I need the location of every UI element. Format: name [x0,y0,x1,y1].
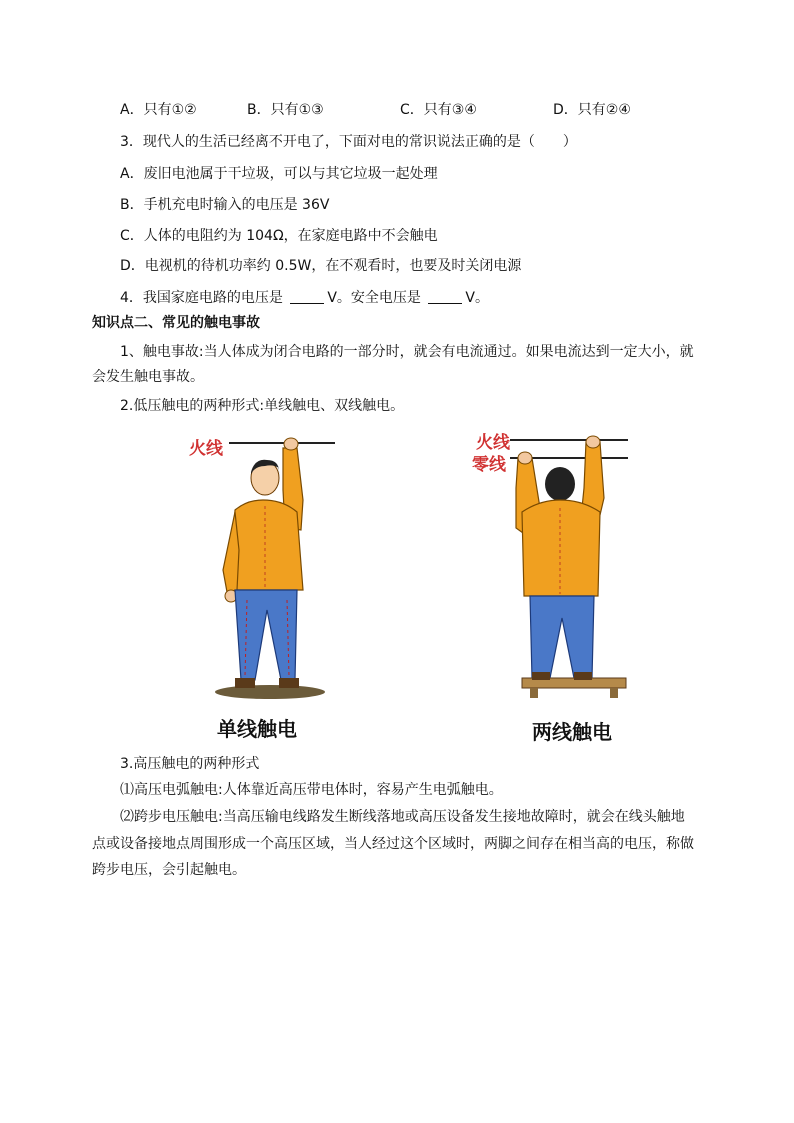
paragraph-5-line-2: 点或设备接地点周围形成一个高压区域，当人经过这个区域时，两脚之间存在相当高的电压，称做 [92,836,694,852]
single-wire-illustration [185,430,345,750]
live-wire-label: 火线 [189,439,223,459]
q3-stem: 3．现代人的生活已经离不开电了，下面对电的常识说法正确的是（ ） [120,134,577,150]
q3-option-c: C．人体的电阻约为 104Ω，在家庭电路中不会触电 [120,228,438,244]
q3-option-b: B．手机充电时输入的电压是 36V [120,197,330,213]
q2-option-c: C．只有③④ [400,102,477,118]
q2-option-d: D．只有②④ [553,102,631,118]
q4-question [120,289,489,307]
section-heading: 知识点二、常见的触电事故 [92,315,260,331]
live-wire-label-2: 火线 [476,433,510,453]
paragraph-1-line-1: 1、触电事故:当人体成为闭合电路的一部分时，就会有电流通过。如果电流达到一定大小，就 [120,344,694,360]
two-wire-caption: 两线触电 [532,720,612,744]
paragraph-5-line-1: ⑵跨步电压触电:当高压输电线路发生断线落地或高压设备发生接地故障时，就会在线头触地 [120,809,685,825]
q2-option-b: B．只有①③ [247,102,324,118]
q4-part1: 4．我国家庭电路的电压是 [120,290,288,306]
q3-option-d: D．电视机的待机功率约 0.5W，在不观看时，也要及时关闭电源 [120,258,522,274]
two-wire-illustration [470,428,640,750]
paragraph-5-line-3: 跨步电压，会引起触电。 [92,862,246,878]
q2-option-a: A．只有①② [120,102,197,118]
two-wire-shock-figure [470,428,640,750]
paragraph-1-line-2: 会发生触电事故。 [92,369,204,385]
neutral-wire-label: 零线 [472,455,506,475]
q4-blank-2[interactable] [428,289,462,304]
single-wire-shock-figure [185,430,345,750]
paragraph-2: 2.低压触电的两种形式:单线触电、双线触电。 [120,398,405,414]
q4-part3: V。 [465,290,489,306]
q4-part2: V。安全电压是 [327,290,426,306]
single-wire-caption: 单线触电 [217,717,297,741]
q4-blank-1[interactable] [290,289,324,304]
paragraph-3: 3.高压触电的两种形式 [120,756,260,772]
q3-option-a: A．废旧电池属于干垃圾，可以与其它垃圾一起处理 [120,166,438,182]
paragraph-4: ⑴高压电弧触电:人体靠近高压带电体时，容易产生电弧触电。 [120,782,503,798]
